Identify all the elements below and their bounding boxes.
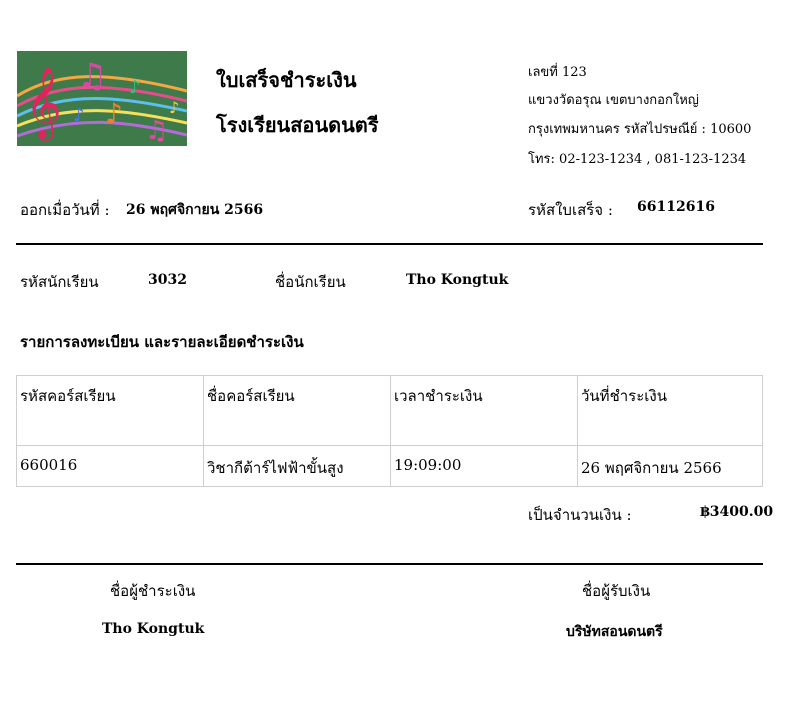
address-line-2: แขวงวัดอรุณ เขตบางกอกใหญ่ xyxy=(528,93,699,108)
table-header-row xyxy=(17,376,763,446)
cell-payment-date: 26 พฤศจิกายน 2566 xyxy=(578,446,763,487)
payer-label: ชื่อผู้ชำระเงิน xyxy=(110,582,196,600)
table-row xyxy=(17,446,763,487)
col-course-name: ชื่อคอร์สเรียน xyxy=(204,376,391,446)
issue-date-value: 26 พฤศจิกายน 2566 xyxy=(126,202,264,218)
receipt-title: ใบเสร็จชำระเงิน xyxy=(216,68,357,92)
address-phone: โทร: 02-123-1234 , 081-123-1234 xyxy=(528,152,747,167)
cell-course-id: 660016 xyxy=(17,446,204,487)
student-name-value: Tho Kongtuk xyxy=(406,272,509,288)
music-logo xyxy=(17,51,187,146)
col-payment-time: เวลาชำระเงิน xyxy=(391,376,578,446)
amount-value: ฿3400.00 xyxy=(700,504,774,520)
receipt-no-label: รหัสใบเสร็จ : xyxy=(528,201,613,219)
student-id-label: รหัสนักเรียน xyxy=(20,273,99,291)
svg-text:♫: ♫ xyxy=(77,56,108,96)
svg-text:♪: ♪ xyxy=(73,105,85,126)
col-payment-date: วันที่ชำระเงิน xyxy=(578,376,763,446)
col-course-id: รหัสคอร์สเรียน xyxy=(17,376,204,446)
receiver-name: บริษัทสอนดนตรี xyxy=(566,624,663,640)
cell-course-name: วิชากีต้าร์ไฟฟ้าขั้นสูง xyxy=(204,446,391,487)
address-line-1: เลขที่ 123 xyxy=(528,65,587,80)
receiver-label: ชื่อผู้รับเงิน xyxy=(582,582,651,600)
receipt-no-value: 66112616 xyxy=(637,199,715,215)
issue-date-label: ออกเมื่อวันที่ : xyxy=(20,201,110,219)
student-name-label: ชื่อนักเรียน xyxy=(275,273,346,291)
divider-top xyxy=(16,243,763,245)
address-line-3: กรุงเทพมหานคร รหัสไปรษณีย์ : 10600 xyxy=(528,122,752,137)
svg-text:𝄞: 𝄞 xyxy=(25,65,62,138)
divider-bottom xyxy=(16,563,763,565)
svg-text:♪: ♪ xyxy=(129,77,141,98)
payer-name: Tho Kongtuk xyxy=(102,621,205,637)
section-title: รายการลงทะเบียน และรายละเอียดชำระเงิน xyxy=(20,333,304,351)
registration-table xyxy=(16,375,763,487)
svg-text:♪: ♪ xyxy=(169,98,180,117)
amount-label: เป็นจำนวนเงิน : xyxy=(528,506,632,524)
cell-payment-time: 19:09:00 xyxy=(391,446,578,487)
student-id-value: 3032 xyxy=(148,272,187,288)
svg-text:♪: ♪ xyxy=(105,97,123,130)
svg-text:♫: ♫ xyxy=(145,116,169,146)
school-name: โรงเรียนสอนดนตรี xyxy=(216,113,379,137)
